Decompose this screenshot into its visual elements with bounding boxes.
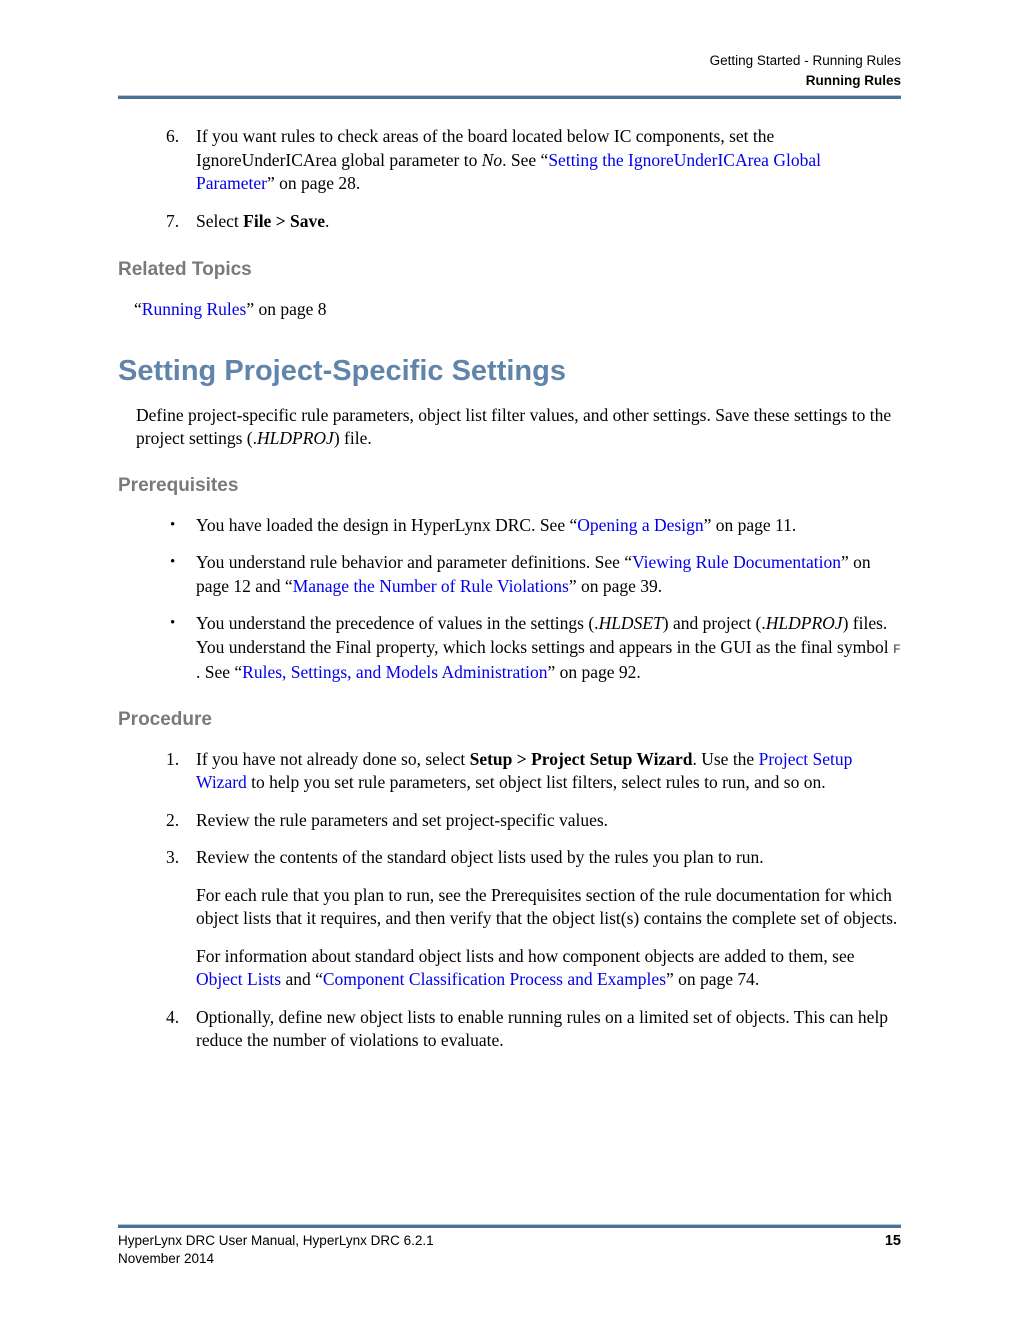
page-footer bbox=[118, 1220, 901, 1268]
text: ) files. You understand the Final property, which locks settings and appears in the GUI as the final symbol bbox=[196, 613, 893, 657]
text: and “ bbox=[281, 969, 323, 989]
text: ” on page 92. bbox=[547, 662, 641, 682]
step-text bbox=[196, 125, 901, 196]
numbered-step-2 bbox=[118, 809, 901, 833]
numbered-step-4 bbox=[118, 1006, 901, 1053]
step3-detail-paragraph bbox=[196, 884, 901, 931]
cross-reference-link[interactable]: Component Classification Process and Examples bbox=[322, 969, 666, 989]
numbered-step-1 bbox=[118, 748, 901, 795]
header-section-title: Running Rules bbox=[805, 73, 901, 88]
step-number: 3. bbox=[166, 847, 180, 867]
text: Define project-specific rule parameters, object list filter values, and other settings. Save these settings to the project settings (. bbox=[136, 404, 892, 448]
prerequisites-list bbox=[118, 514, 901, 685]
procedure-heading: Procedure bbox=[118, 708, 212, 730]
bullet-text bbox=[196, 612, 901, 685]
step-number: 4. bbox=[166, 1006, 180, 1027]
bullet-icon: • bbox=[170, 516, 176, 533]
related-topics-heading: Related Topics bbox=[118, 259, 252, 280]
cross-reference-link[interactable]: Manage the Number of Rule Violations bbox=[292, 575, 569, 596]
step-number: 6. bbox=[166, 126, 180, 146]
step-text bbox=[196, 210, 901, 234]
text: If you have not already done so, select bbox=[196, 748, 470, 769]
header-breadcrumb: Getting Started - Running Rules bbox=[709, 53, 901, 68]
text: ” on page 28. bbox=[266, 173, 361, 193]
related-topics-link-line bbox=[134, 298, 901, 322]
prerequisites-heading: Prerequisites bbox=[118, 474, 239, 496]
footer-manual-title: HyperLynx DRC User Manual, HyperLynx DRC 6.2.1 bbox=[118, 1233, 434, 1248]
text: . See “ bbox=[502, 149, 549, 170]
numbered-step-6 bbox=[118, 125, 901, 196]
text: Review the contents of the standard object lists used by the rules you plan to run. bbox=[196, 847, 764, 867]
footer-rule bbox=[118, 1224, 901, 1228]
text: You understand the precedence of values in the settings (. bbox=[196, 613, 599, 633]
step-number: 7. bbox=[166, 210, 180, 231]
text: ) and project (. bbox=[662, 613, 766, 633]
running-rules-steps bbox=[118, 125, 901, 233]
step3-info-paragraph bbox=[196, 945, 901, 992]
text: . bbox=[325, 210, 330, 231]
bullet-item bbox=[118, 551, 901, 598]
text: ” on page 12 and “ bbox=[196, 552, 871, 596]
text: You understand rule behavior and parameter definitions. See “ bbox=[196, 552, 633, 572]
step-text bbox=[196, 1006, 901, 1053]
text: . See “ bbox=[196, 662, 243, 682]
footer-manual-info bbox=[118, 1232, 434, 1268]
bold-text: Setup > Project Setup Wizard bbox=[469, 748, 693, 769]
italic-text: HLDSET bbox=[598, 613, 663, 633]
intro-paragraph bbox=[136, 404, 901, 451]
italic-text: HLDPROJ bbox=[257, 428, 334, 448]
step-number: 2. bbox=[166, 809, 180, 830]
page-body bbox=[118, 125, 901, 1053]
header-rule bbox=[118, 95, 901, 99]
cross-reference-link[interactable]: Object Lists bbox=[196, 969, 282, 989]
procedure-steps bbox=[118, 748, 901, 1053]
footer-date: November 2014 bbox=[118, 1251, 215, 1266]
cross-reference-link[interactable]: Project Setup Wizard bbox=[196, 748, 853, 792]
text: ” on page 8 bbox=[246, 299, 327, 319]
text: ” on page 74. bbox=[666, 969, 760, 989]
italic-text: No bbox=[481, 149, 503, 170]
bullet-item bbox=[118, 514, 901, 538]
numbered-step-3 bbox=[118, 846, 901, 870]
text: . Use the bbox=[692, 748, 759, 769]
bullet-item bbox=[118, 612, 901, 685]
text: For each rule that you plan to run, see the Prerequisites section of the rule documentation for which object lists that it requires, and then verify that the object list(s) contains the complete set of objects. bbox=[196, 884, 898, 928]
final-symbol-icon: F bbox=[892, 641, 901, 657]
step-number: 1. bbox=[166, 748, 180, 769]
footer-row bbox=[118, 1232, 901, 1268]
text: Select bbox=[196, 210, 244, 231]
bold-text: File > Save bbox=[243, 210, 326, 231]
cross-reference-link[interactable]: Setting the IgnoreUnderICArea Global Parameter bbox=[196, 149, 821, 193]
bullet-icon: • bbox=[170, 554, 176, 570]
step-text bbox=[196, 846, 901, 870]
step-text bbox=[196, 748, 901, 795]
text: You have loaded the design in HyperLynx DRC. See “ bbox=[196, 514, 578, 535]
step-text bbox=[196, 809, 901, 833]
cross-reference-link[interactable]: Running Rules bbox=[141, 299, 247, 319]
text: For information about standard object lists and how component objects are added to them, see bbox=[196, 945, 855, 966]
bullet-text bbox=[196, 551, 901, 598]
text: ” on page 11. bbox=[703, 514, 797, 535]
page-header bbox=[118, 0, 901, 99]
cross-reference-link[interactable]: Viewing Rule Documentation bbox=[632, 552, 841, 572]
text: If you want rules to check areas of the board located below IC components, set the IgnoreUnderICArea global parameter to bbox=[196, 126, 775, 170]
text: ” on page 39. bbox=[568, 575, 663, 596]
text: Optionally, define new object lists to enable running rules on a limited set of objects. This can help reduce the number of violations to evaluate. bbox=[196, 1006, 889, 1050]
italic-text: HLDPROJ bbox=[765, 613, 843, 633]
text: Review the rule parameters and set project-specific values. bbox=[196, 809, 609, 830]
bullet-text bbox=[196, 514, 901, 538]
text: to help you set rule parameters, set object list filters, select rules to run, and so on. bbox=[246, 772, 826, 792]
text: “ bbox=[134, 299, 142, 319]
bullet-icon: • bbox=[170, 615, 176, 631]
page-number: 15 bbox=[884, 1233, 901, 1249]
page-title: Setting Project-Specific Settings bbox=[118, 354, 566, 387]
text: ) file. bbox=[333, 428, 372, 448]
cross-reference-link[interactable]: Rules, Settings, and Models Administration bbox=[242, 662, 548, 682]
numbered-step-7 bbox=[118, 210, 901, 234]
cross-reference-link[interactable]: Opening a Design bbox=[577, 514, 704, 535]
